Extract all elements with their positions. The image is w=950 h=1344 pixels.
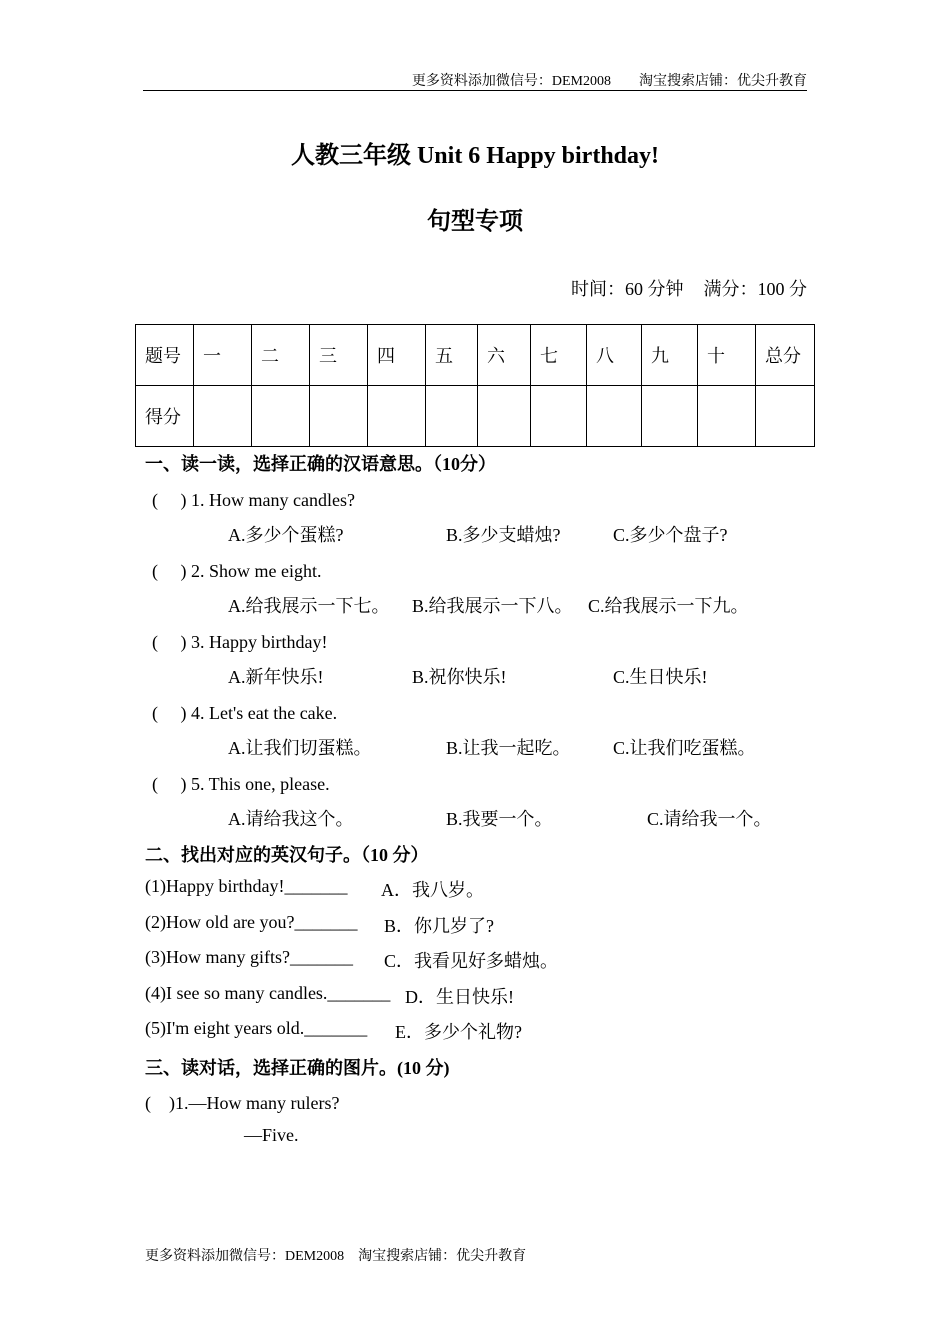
score-cell[interactable] <box>368 386 426 447</box>
option-b: B.给我展示一下八。 <box>412 596 573 616</box>
option-c: C.请给我一个。 <box>647 809 772 829</box>
table-cell: 总分 <box>756 325 815 386</box>
option-b: B.多少支蜡烛? <box>446 525 561 545</box>
question-stem: ( ) 4. Let's eat the cake. <box>152 703 338 723</box>
match-left: (4)I see so many candles._______ <box>145 983 391 1003</box>
question-stem: ( ) 1. How many candles? <box>152 490 355 510</box>
table-cell: 七 <box>531 325 587 386</box>
match-left: (1)Happy birthday!_______ <box>145 876 348 896</box>
match-right: D．生日快乐! <box>405 987 514 1007</box>
question-answer: —Five. <box>244 1125 299 1145</box>
score-cell[interactable] <box>426 386 478 447</box>
score-table <box>135 324 815 447</box>
table-cell: 六 <box>478 325 531 386</box>
worksheet-title: 人教三年级 Unit 6 Happy birthday! <box>290 143 660 169</box>
option-a: A.让我们切蛋糕。 <box>228 738 372 758</box>
score-table-score-row <box>136 386 815 447</box>
match-left: (2)How old are you?_______ <box>145 912 358 932</box>
match-right: B．你几岁了? <box>384 916 494 936</box>
table-cell: 八 <box>587 325 642 386</box>
score-cell[interactable] <box>531 386 587 447</box>
page-header: 更多资料添加微信号：DEM2008 淘宝搜索店铺：优尖升教育 <box>411 74 807 89</box>
score-cell[interactable] <box>478 386 531 447</box>
page-footer: 更多资料添加微信号：DEM2008 淘宝搜索店铺：优尖升教育 <box>145 1249 527 1264</box>
section3-title: 三、读对话，选择正确的图片。(10 分) <box>145 1058 450 1078</box>
match-left: (3)How many gifts?_______ <box>145 947 353 967</box>
table-cell: 二 <box>252 325 310 386</box>
score-table-header-row <box>136 325 815 386</box>
exam-info <box>571 275 807 301</box>
score-cell[interactable] <box>756 386 815 447</box>
worksheet-subtitle: 句型专项 <box>427 209 523 235</box>
question-stem: ( ) 2. Show me eight. <box>152 561 322 581</box>
exam-full-score: 满分：100 分 <box>703 279 807 299</box>
option-a: A.新年快乐! <box>228 667 324 687</box>
table-cell: 十 <box>698 325 756 386</box>
option-b: B.让我一起吃。 <box>446 738 571 758</box>
option-c: C.给我展示一下九。 <box>588 596 749 616</box>
option-a: A.给我展示一下七。 <box>228 596 390 616</box>
option-a: A.多少个蛋糕? <box>228 525 344 545</box>
table-cell: 题号 <box>136 325 194 386</box>
option-c: C.让我们吃蛋糕。 <box>613 738 756 758</box>
score-cell[interactable] <box>310 386 368 447</box>
exam-time: 时间：60 分钟 <box>571 279 684 299</box>
table-cell: 得分 <box>136 386 194 447</box>
score-cell[interactable] <box>194 386 252 447</box>
match-right: A．我八岁。 <box>381 880 484 900</box>
section1-title: 一、读一读，选择正确的汉语意思。（10分） <box>145 454 496 474</box>
question-stem: ( ) 5. This one, please. <box>152 774 330 794</box>
score-cell[interactable] <box>587 386 642 447</box>
question-stem: ( )1.—How many rulers? <box>145 1093 340 1113</box>
option-b: B.我要一个。 <box>446 809 553 829</box>
score-cell[interactable] <box>642 386 698 447</box>
table-cell: 一 <box>194 325 252 386</box>
option-a: A.请给我这个。 <box>228 809 354 829</box>
section2-title: 二、找出对应的英汉句子。（10 分） <box>145 845 429 865</box>
question-stem: ( ) 3. Happy birthday! <box>152 632 328 652</box>
option-c: C.生日快乐! <box>613 667 708 687</box>
score-cell[interactable] <box>698 386 756 447</box>
option-c: C.多少个盘子? <box>613 525 728 545</box>
header-rule <box>143 90 807 91</box>
table-cell: 三 <box>310 325 368 386</box>
table-cell: 五 <box>426 325 478 386</box>
table-cell: 四 <box>368 325 426 386</box>
option-b: B.祝你快乐! <box>412 667 507 687</box>
table-cell: 九 <box>642 325 698 386</box>
score-cell[interactable] <box>252 386 310 447</box>
match-right: E．多少个礼物? <box>395 1022 522 1042</box>
match-right: C．我看见好多蜡烛。 <box>384 951 559 971</box>
match-left: (5)I'm eight years old._______ <box>145 1018 368 1038</box>
